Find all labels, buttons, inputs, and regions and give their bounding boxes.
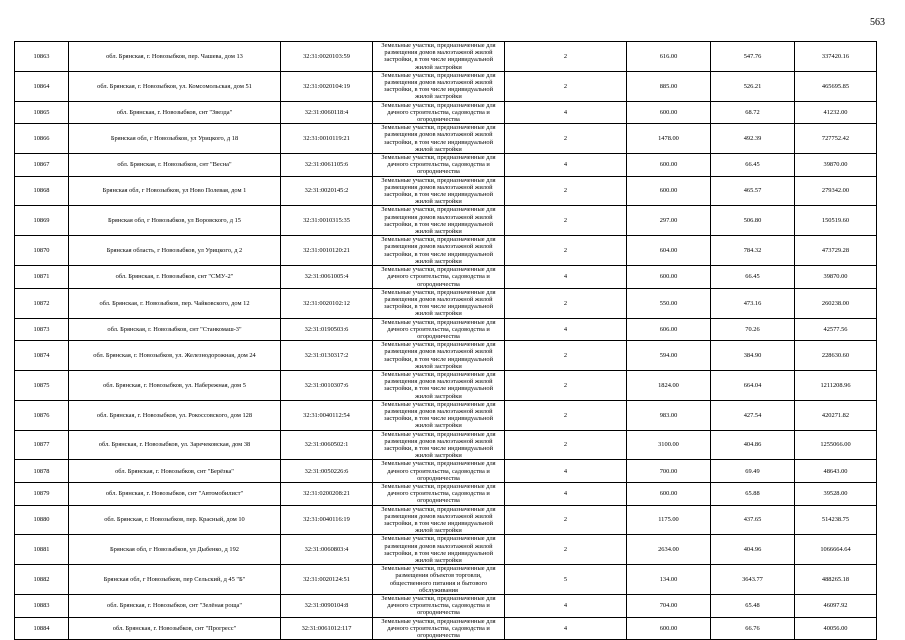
address-cell: Брянская область, г Новозыбков, ул Урицкого, д 2 (69, 236, 281, 266)
area-cell: 550.00 (627, 288, 711, 318)
table-row (15, 341, 877, 371)
cadastral-number-cell: 32:31:0020103:59 (281, 42, 373, 72)
table-row (15, 430, 877, 460)
land-use-cell: Земельные участки, предназначенные для дачного строительства, садоводства и огородничества (373, 266, 505, 289)
table-row (15, 101, 877, 124)
category-cell: 2 (505, 370, 627, 400)
category-cell: 4 (505, 154, 627, 177)
cadastral-value-cell: 488265.18 (795, 565, 877, 595)
record-number: 10883 (15, 595, 69, 618)
area-cell: 1824.00 (627, 370, 711, 400)
cadastral-number-cell: 32:31:0190503:6 (281, 318, 373, 341)
area-cell: 297.00 (627, 206, 711, 236)
cadastral-number-cell: 32:31:0010307:6 (281, 370, 373, 400)
cadastral-value-cell: 40056.00 (795, 617, 877, 640)
category-cell: 4 (505, 595, 627, 618)
table-row (15, 370, 877, 400)
address-cell: обл. Брянская, г. Новозыбков, снт "Берёзка" (69, 460, 281, 483)
cadastral-number-cell: 32:31:0020104:19 (281, 71, 373, 101)
table-row (15, 482, 877, 505)
category-cell: 2 (505, 206, 627, 236)
table-row (15, 565, 877, 595)
cadastral-number-cell: 32:31:0020124:51 (281, 565, 373, 595)
specific-value-cell: 66.76 (711, 617, 795, 640)
land-use-cell: Земельные участки, предназначенные для дачного строительства, садоводства и огородничества (373, 482, 505, 505)
area-cell: 600.00 (627, 266, 711, 289)
area-cell: 600.00 (627, 617, 711, 640)
cadastral-number-cell: 32:31:0060118:4 (281, 101, 373, 124)
category-cell: 4 (505, 460, 627, 483)
land-use-cell: Земельные участки, предназначенные для размещения домов малоэтажной жилой застройки, в том числе индивидуальной жилой застройки (373, 42, 505, 72)
address-cell: Брянская обл, г Новозыбков, ул Воровского, д 15 (69, 206, 281, 236)
record-number: 10878 (15, 460, 69, 483)
cadastral-value-cell: 279342.00 (795, 176, 877, 206)
cadastral-value-cell: 514238.75 (795, 505, 877, 535)
record-number: 10872 (15, 288, 69, 318)
land-use-cell: Земельные участки, предназначенные для размещения домов малоэтажной жилой застройки, в том числе индивидуальной жилой застройки (373, 370, 505, 400)
category-cell: 2 (505, 42, 627, 72)
cadastral-number-cell: 32:31:0010120:21 (281, 236, 373, 266)
area-cell: 2634.00 (627, 535, 711, 565)
record-number: 10870 (15, 236, 69, 266)
table-row (15, 206, 877, 236)
area-cell: 983.00 (627, 400, 711, 430)
cadastral-value-cell: 1211208.96 (795, 370, 877, 400)
record-number: 10869 (15, 206, 69, 236)
land-use-cell: Земельные участки, предназначенные для размещения домов малоэтажной жилой застройки, в том числе индивидуальной жилой застройки (373, 400, 505, 430)
address-cell: обл. Брянская, г. Новозыбков, снт "Звезда" (69, 101, 281, 124)
land-use-cell: Земельные участки, предназначенные для размещения домов малоэтажной жилой застройки, в том числе индивидуальной жилой застройки (373, 430, 505, 460)
land-use-cell: Земельные участки, предназначенные для размещения домов малоэтажной жилой застройки, в том числе индивидуальной жилой застройки (373, 535, 505, 565)
category-cell: 2 (505, 124, 627, 154)
address-cell: обл. Брянская, г. Новозыбков, снт "Прогресс" (69, 617, 281, 640)
record-number: 10875 (15, 370, 69, 400)
cadastral-value-cell: 420271.82 (795, 400, 877, 430)
category-cell: 2 (505, 505, 627, 535)
table-row (15, 595, 877, 618)
specific-value-cell: 427.54 (711, 400, 795, 430)
record-number: 10882 (15, 565, 69, 595)
table-row (15, 288, 877, 318)
cadastral-number-cell: 32:31:0060502:1 (281, 430, 373, 460)
record-number: 10880 (15, 505, 69, 535)
area-cell: 606.00 (627, 318, 711, 341)
cadastral-value-cell: 473729.28 (795, 236, 877, 266)
cadastral-number-cell: 32:31:0090104:8 (281, 595, 373, 618)
cadastral-number-cell: 32:31:0050226:6 (281, 460, 373, 483)
category-cell: 2 (505, 400, 627, 430)
area-cell: 600.00 (627, 176, 711, 206)
area-cell: 604.00 (627, 236, 711, 266)
specific-value-cell: 526.21 (711, 71, 795, 101)
category-cell: 5 (505, 565, 627, 595)
cadastral-number-cell: 32:31:0061005:4 (281, 266, 373, 289)
land-use-cell: Земельные участки, предназначенные для размещения домов малоэтажной жилой застройки, в том числе индивидуальной жилой застройки (373, 341, 505, 371)
land-use-cell: Земельные участки, предназначенные для размещения объектов торговли, общественного питания и бытового обслуживания (373, 565, 505, 595)
table-row (15, 617, 877, 640)
cadastral-number-cell: 32:31:0040116:19 (281, 505, 373, 535)
category-cell: 2 (505, 288, 627, 318)
area-cell: 3100.00 (627, 430, 711, 460)
table-row (15, 236, 877, 266)
specific-value-cell: 65.48 (711, 595, 795, 618)
table-row (15, 154, 877, 177)
cadastral-number-cell: 32:31:0200208:21 (281, 482, 373, 505)
land-use-cell: Земельные участки, предназначенные для дачного строительства, садоводства и огородничества (373, 101, 505, 124)
address-cell: обл. Брянская, г. Новозыбков, пер. Чашева, дом 13 (69, 42, 281, 72)
cadastral-number-cell: 32:31:0060803:4 (281, 535, 373, 565)
land-use-cell: Земельные участки, предназначенные для дачного строительства, садоводства и огородничества (373, 460, 505, 483)
category-cell: 4 (505, 266, 627, 289)
record-number: 10881 (15, 535, 69, 565)
address-cell: обл. Брянская, г. Новозыбков, ул. Заречековская, дом 38 (69, 430, 281, 460)
specific-value-cell: 547.76 (711, 42, 795, 72)
table-row (15, 400, 877, 430)
specific-value-cell: 66.45 (711, 154, 795, 177)
cadastral-value-cell: 42577.56 (795, 318, 877, 341)
address-cell: Брянская обл, г Новозыбков, пер Сельский, д 45 "Б" (69, 565, 281, 595)
address-cell: обл. Брянская, г. Новозыбков, снт "Станкомаш-3" (69, 318, 281, 341)
specific-value-cell: 473.16 (711, 288, 795, 318)
cadastral-number-cell: 32:31:0010119:21 (281, 124, 373, 154)
category-cell: 2 (505, 430, 627, 460)
area-cell: 1175.00 (627, 505, 711, 535)
cadastral-value-cell: 1255066.00 (795, 430, 877, 460)
specific-value-cell: 784.32 (711, 236, 795, 266)
land-use-cell: Земельные участки, предназначенные для размещения домов малоэтажной жилой застройки, в том числе индивидуальной жилой застройки (373, 71, 505, 101)
cadastral-value-cell: 465695.85 (795, 71, 877, 101)
address-cell: Брянская обл, г Новозыбков, ул Дыбенко, д 192 (69, 535, 281, 565)
specific-value-cell: 506.80 (711, 206, 795, 236)
cadastral-value-cell: 48643.00 (795, 460, 877, 483)
record-number: 10874 (15, 341, 69, 371)
cadastral-number-cell: 32:31:0020145:2 (281, 176, 373, 206)
address-cell: обл. Брянская, г. Новозыбков, ул. Железнодорожная, дом 24 (69, 341, 281, 371)
record-number: 10871 (15, 266, 69, 289)
category-cell: 2 (505, 236, 627, 266)
area-cell: 600.00 (627, 482, 711, 505)
cadastral-number-cell: 32:31:0061012:117 (281, 617, 373, 640)
cadastral-number-cell: 32:31:0020102:12 (281, 288, 373, 318)
land-use-cell: Земельные участки, предназначенные для дачного строительства, садоводства и огородничества (373, 595, 505, 618)
record-number: 10867 (15, 154, 69, 177)
area-cell: 1478.00 (627, 124, 711, 154)
record-number: 10866 (15, 124, 69, 154)
address-cell: обл. Брянская, г. Новозыбков, ул. Комсомольская, дом 51 (69, 71, 281, 101)
cadastral-number-cell: 32:31:0040112:54 (281, 400, 373, 430)
record-number: 10879 (15, 482, 69, 505)
table-row (15, 266, 877, 289)
table-body (15, 42, 877, 640)
specific-value-cell: 69.49 (711, 460, 795, 483)
table-row (15, 460, 877, 483)
land-use-cell: Земельные участки, предназначенные для размещения домов малоэтажной жилой застройки, в том числе индивидуальной жилой застройки (373, 288, 505, 318)
land-use-cell: Земельные участки, предназначенные для размещения домов малоэтажной жилой застройки, в том числе индивидуальной жилой застройки (373, 176, 505, 206)
land-use-cell: Земельные участки, предназначенные для размещения домов малоэтажной жилой застройки, в том числе индивидуальной жилой застройки (373, 124, 505, 154)
category-cell: 2 (505, 71, 627, 101)
land-use-cell: Земельные участки, предназначенные для дачного строительства, садоводства и огородничества (373, 154, 505, 177)
area-cell: 704.00 (627, 595, 711, 618)
table-row (15, 176, 877, 206)
cadastral-value-cell: 1066664.64 (795, 535, 877, 565)
category-cell: 4 (505, 101, 627, 124)
land-use-cell: Земельные участки, предназначенные для размещения домов малоэтажной жилой застройки, в том числе индивидуальной жилой застройки (373, 236, 505, 266)
cadastral-value-cell: 39870.00 (795, 266, 877, 289)
cadastral-value-cell: 337420.16 (795, 42, 877, 72)
record-number: 10868 (15, 176, 69, 206)
area-cell: 134.00 (627, 565, 711, 595)
table-row (15, 318, 877, 341)
record-number: 10863 (15, 42, 69, 72)
category-cell: 2 (505, 176, 627, 206)
cadastral-number-cell: 32:31:0061105:6 (281, 154, 373, 177)
specific-value-cell: 68.72 (711, 101, 795, 124)
specific-value-cell: 404.96 (711, 535, 795, 565)
land-use-cell: Земельные участки, предназначенные для размещения домов малоэтажной жилой застройки, в том числе индивидуальной жилой застройки (373, 505, 505, 535)
record-number: 10864 (15, 71, 69, 101)
address-cell: обл. Брянская, г. Новозыбков, пер. Красный, дом 10 (69, 505, 281, 535)
specific-value-cell: 664.04 (711, 370, 795, 400)
category-cell: 4 (505, 318, 627, 341)
address-cell: обл. Брянская, г. Новозыбков, ул. Набережная, дом 5 (69, 370, 281, 400)
table-row (15, 42, 877, 72)
cadastral-value-cell: 260238.00 (795, 288, 877, 318)
address-cell: обл. Брянская, г. Новозыбков, снт "СМУ-2" (69, 266, 281, 289)
specific-value-cell: 492.39 (711, 124, 795, 154)
cadastral-value-cell: 46097.92 (795, 595, 877, 618)
specific-value-cell: 3643.77 (711, 565, 795, 595)
cadastral-value-cell: 228630.60 (795, 341, 877, 371)
specific-value-cell: 70.26 (711, 318, 795, 341)
specific-value-cell: 404.86 (711, 430, 795, 460)
address-cell: обл. Брянская, г. Новозыбков, снт "Автомобилист" (69, 482, 281, 505)
area-cell: 600.00 (627, 154, 711, 177)
cadastral-value-table (14, 41, 877, 640)
address-cell: Брянская обл, г Новозыбков, ул Урицкого, д 18 (69, 124, 281, 154)
specific-value-cell: 465.57 (711, 176, 795, 206)
area-cell: 885.00 (627, 71, 711, 101)
record-number: 10884 (15, 617, 69, 640)
specific-value-cell: 384.90 (711, 341, 795, 371)
cadastral-value-cell: 39870.00 (795, 154, 877, 177)
record-number: 10876 (15, 400, 69, 430)
area-cell: 594.00 (627, 341, 711, 371)
cadastral-number-cell: 32:31:0130317:2 (281, 341, 373, 371)
specific-value-cell: 65.88 (711, 482, 795, 505)
table-row (15, 505, 877, 535)
specific-value-cell: 437.65 (711, 505, 795, 535)
table-row (15, 535, 877, 565)
category-cell: 2 (505, 535, 627, 565)
land-use-cell: Земельные участки, предназначенные для дачного строительства, садоводства и огородничества (373, 617, 505, 640)
record-number: 10877 (15, 430, 69, 460)
specific-value-cell: 66.45 (711, 266, 795, 289)
address-cell: Брянская обл, г Новозыбков, ул Ново Полевая, дом 1 (69, 176, 281, 206)
cadastral-value-cell: 150519.60 (795, 206, 877, 236)
cadastral-value-cell: 727752.42 (795, 124, 877, 154)
address-cell: обл. Брянская, г. Новозыбков, снт "Весна" (69, 154, 281, 177)
cadastral-value-cell: 41232.00 (795, 101, 877, 124)
table-row (15, 124, 877, 154)
category-cell: 2 (505, 341, 627, 371)
land-use-cell: Земельные участки, предназначенные для размещения домов малоэтажной жилой застройки, в том числе индивидуальной жилой застройки (373, 206, 505, 236)
cadastral-number-cell: 32:31:0010315:35 (281, 206, 373, 236)
area-cell: 616.00 (627, 42, 711, 72)
address-cell: обл. Брянская, г. Новозыбков, ул. Рокоссовского, дом 128 (69, 400, 281, 430)
category-cell: 4 (505, 617, 627, 640)
page-number: 563 (870, 17, 885, 28)
land-use-cell: Земельные участки, предназначенные для дачного строительства, садоводства и огородничества (373, 318, 505, 341)
area-cell: 700.00 (627, 460, 711, 483)
category-cell: 4 (505, 482, 627, 505)
record-number: 10873 (15, 318, 69, 341)
address-cell: обл. Брянская, г. Новозыбков, пер. Чайковского, дом 12 (69, 288, 281, 318)
area-cell: 600.00 (627, 101, 711, 124)
table-row (15, 71, 877, 101)
address-cell: обл. Брянская, г. Новозыбков, снт "Зелёная роща" (69, 595, 281, 618)
cadastral-value-cell: 39528.00 (795, 482, 877, 505)
record-number: 10865 (15, 101, 69, 124)
